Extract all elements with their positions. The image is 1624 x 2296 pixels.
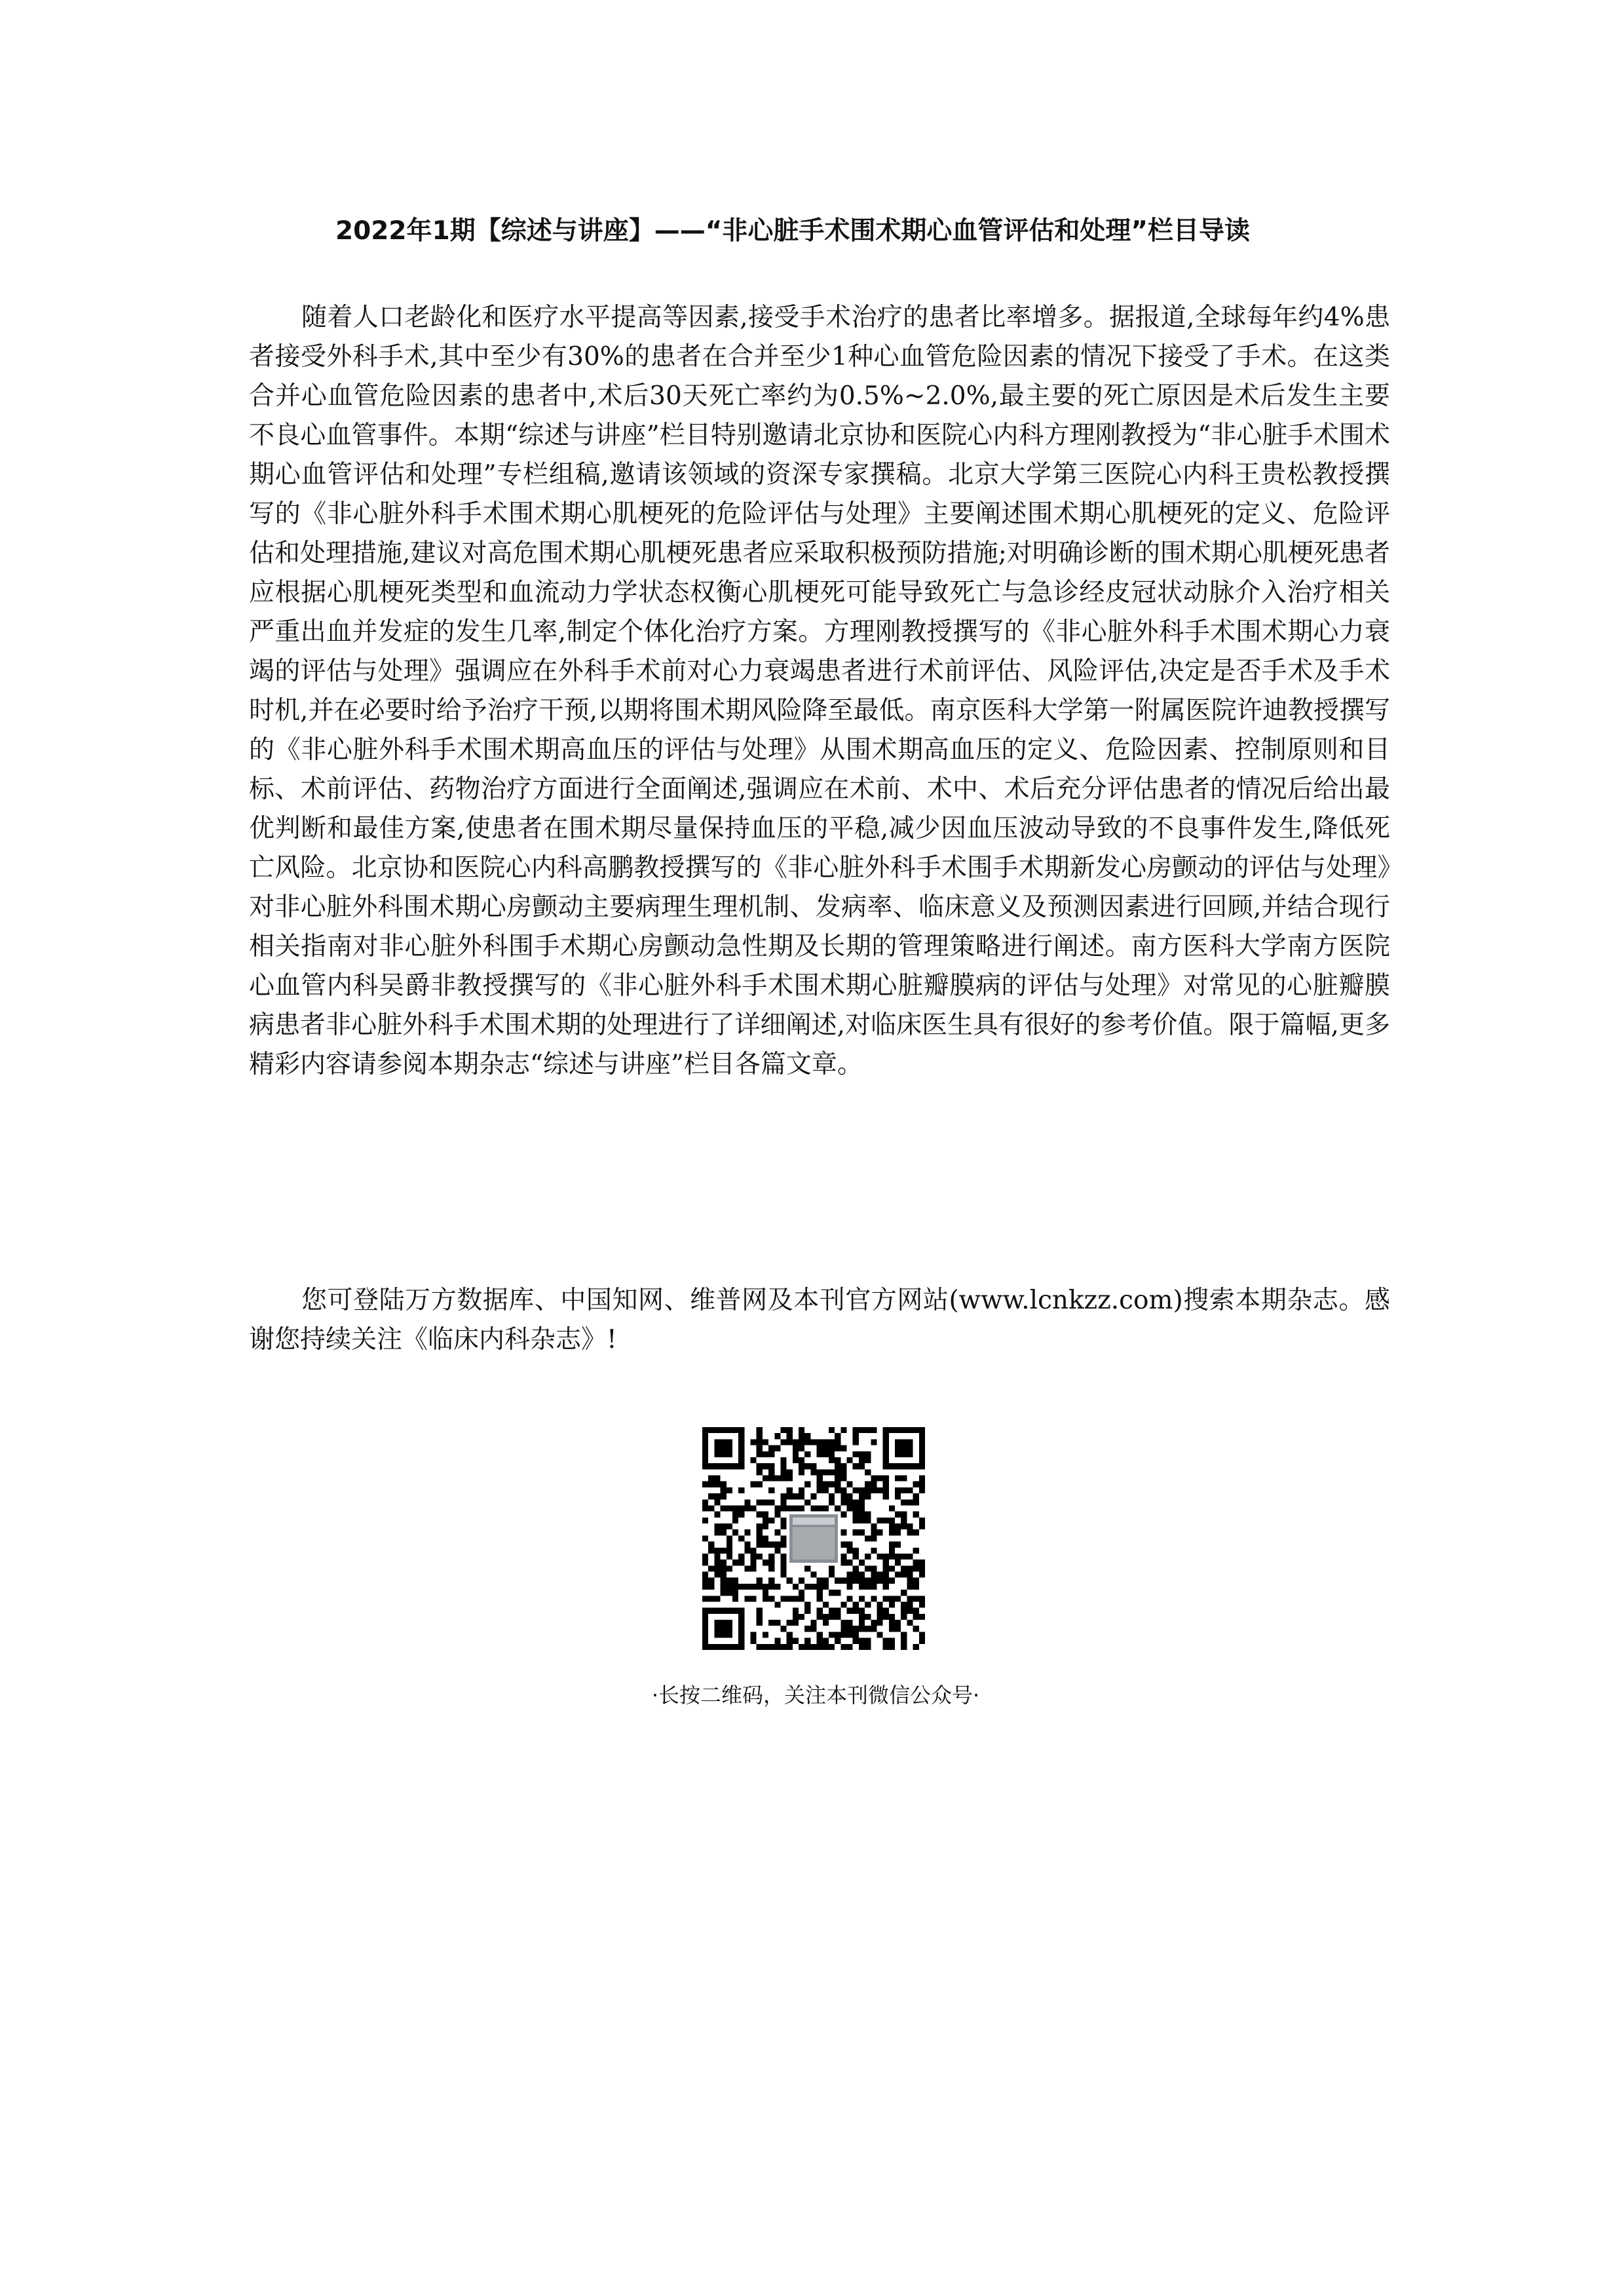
qr-code-icon: [702, 1427, 925, 1650]
qr-caption: ·长按二维码，关注本刊微信公众号·: [651, 1683, 980, 1708]
access-paragraph: 您可登陆万方数据库、中国知网、维普网及本刊官方网站(www.lcnkzz.com)搜索本期杂志。感谢您持续关注《临床内科杂志》!: [249, 1286, 1390, 1354]
qr-code-graphic: [702, 1427, 925, 1650]
document-title: 2022年1期【综述与讲座】——“非心脏手术围术期心血管评估和处理”栏目导读: [335, 216, 1250, 246]
intro-paragraph: 随着人口老龄化和医疗水平提高等因素,接受手术治疗的患者比率增多。据报道,全球每年约4%患者接受外科手术,其中至少有30%的患者在合并至少1种心血管危险因素的情况下接受了手术。在这类合并心血管危险因素的患者中,术后30天死亡率约为0.5%~2.0%,最主要的死亡原因是术后发生主要不良心血管事件。本期“综述与讲座”栏目特别邀请北京协和医院心内科方理刚教授为“非心脏手术围术期心血管评估和处理”专栏组稿,邀请该领域的资深专家撰稿。北京大学第三医院心内科王贵松教授撰写的《非心脏外科手术围术期心肌梗死的危险评估与处理》主要阐述围术期心肌梗死的定义、危险评估和处理措施,建议对高危围术期心肌梗死患者应采取积极预防措施;对明确诊断的围术期心肌梗死患者应根据心肌梗死类型和血流动力学状态权衡心肌梗死可能导致死亡与急诊经皮冠状动脉介入治疗相关严重出血并发症的发生几率,制定个体化治疗方案。方理刚教授撰写的《非心脏外科手术围术期心力衰竭的评估与处理》强调应在外科手术前对心力衰竭患者进行术前评估、风险评估,决定是否手术及手术时机,并在必要时给予治疗干预,以期将围术期风险降至最低。南京医科大学第一附属医院许迪教授撰写的《非心脏外科手术围术期高血压的评估与处理》从围术期高血压的定义、危险因素、控制原则和目标、术前评估、药物治疗方面进行全面阐述,强调应在术前、术中、术后充分评估患者的情况后给出最优判断和最佳方案,使患者在围术期尽量保持血压的平稳,减少因血压波动导致的不良事件发生,降低死亡风险。北京协和医院心内科高鹏教授撰写的《非心脏外科手术围手术期新发心房颤动的评估与处理》对非心脏外科围术期心房颤动主要病理生理机制、发病率、临床意义及预测因素进行回顾,并结合现行相关指南对非心脏外科围手术期心房颤动急性期及长期的管理策略进行阐述。南方医科大学南方医院心血管内科吴爵非教授撰写的《非心脏外科手术围术期心脏瓣膜病的评估与处理》对常见的心脏瓣膜病患者非心脏外科手术围术期的处理进行了详细阐述,对临床医生具有很好的参考价值。限于篇幅,更多精彩内容请参阅本期杂志“综述与讲座”栏目各篇文章。: [249, 303, 1390, 1079]
